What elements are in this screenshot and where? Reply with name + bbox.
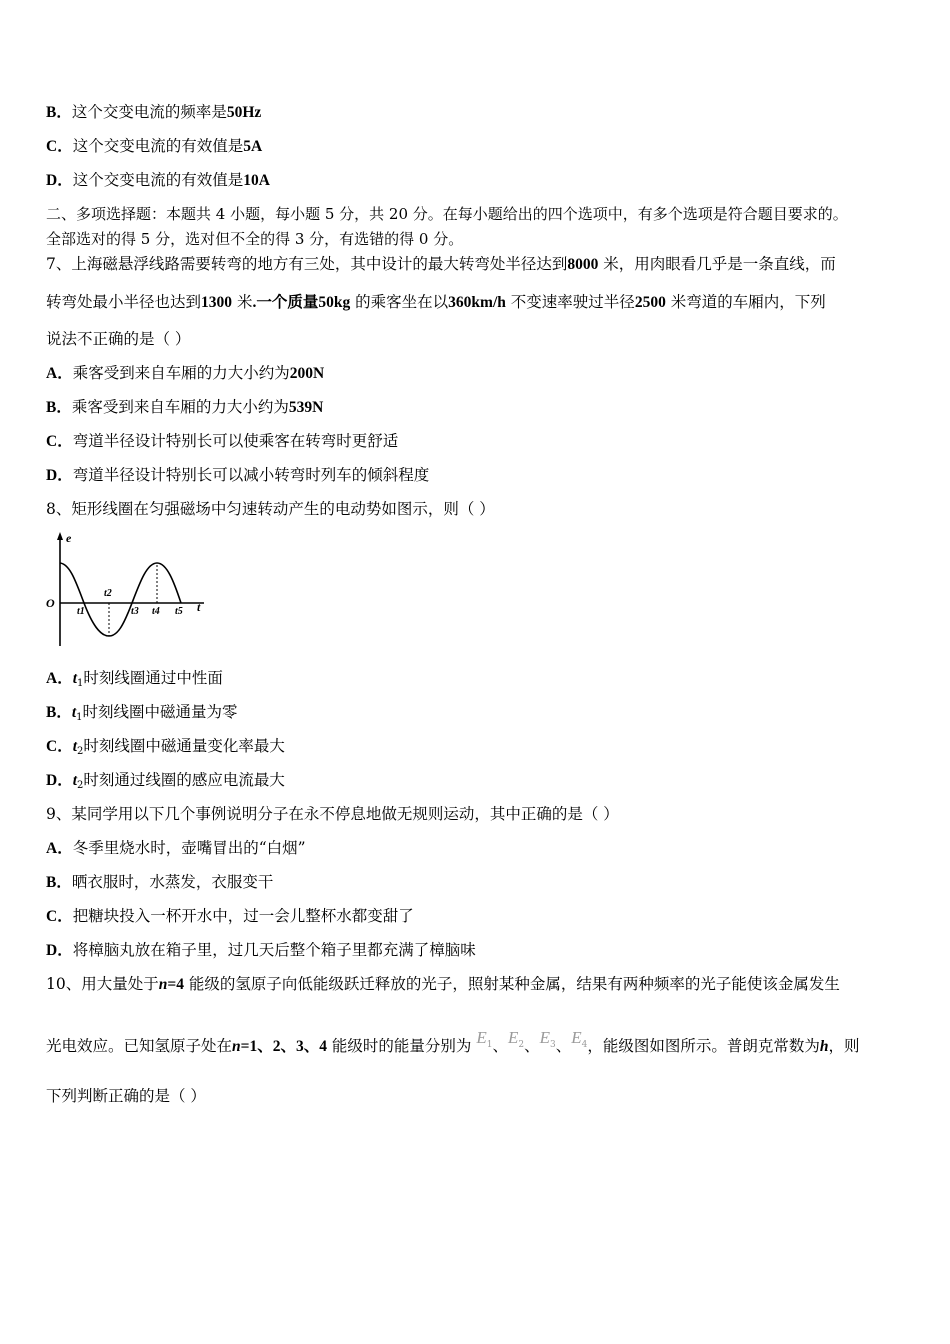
q7-stem-line3: 说法不正确的是（ ）: [46, 330, 191, 348]
q10-stem-line3: 下列判断正确的是（ ）: [46, 1087, 206, 1105]
y-axis-label: e: [66, 531, 72, 545]
emf-curve: [60, 563, 181, 636]
q6-option-b: B．这个交变电流的频率是50Hz: [46, 103, 262, 121]
tick-t4: t4: [152, 606, 160, 617]
q7-stem-line2: 转弯处最小半径也达到1300 米.一个质量50kg 的乘客坐在以360km/h 不变速率驶过半径2500 米弯道的车厢内，下列: [46, 293, 826, 311]
q10-stem-line2: 光电效应。已知氢原子处在n=1、2、3、4 能级时的能量分别为 $E_1$、$E_2$、$E_3$、$E_4$，能级图如图所示。普朗克常数为h，则: [46, 1028, 860, 1055]
q8-stem: 8、矩形线圈在匀强磁场中匀速转动产生的电动势如图示，则（ ）: [46, 500, 495, 518]
tick-t5: t5: [175, 606, 183, 617]
q9-option-c: C．把糖块投入一杯开水中，过一会儿整杯水都变甜了: [46, 907, 414, 925]
q7-option-b: B．乘客受到来自车厢的力大小约为539N: [46, 398, 324, 416]
q10-stem-line1: 10、用大量处于n=4 能级的氢原子向低能级跃迁释放的光子，照射某种金属，结果有两种频率的光子能使该金属发生: [46, 975, 840, 993]
q8-option-d: D．$t_2$时刻通过线圈的感应电流最大: [46, 771, 285, 791]
q8-option-a: A．$t_1$时刻线圈通过中性面: [46, 669, 223, 689]
q6-option-c: C．这个交变电流的有效值是5A: [46, 137, 263, 155]
q9-option-b: B．晒衣服时，水蒸发，衣服变干: [46, 873, 274, 891]
q7-option-d: D．弯道半径设计特别长可以减小转弯时列车的倾斜程度: [46, 466, 430, 484]
q7-stem-line1: 7、上海磁悬浮线路需要转弯的地方有三处，其中设计的最大转弯处半径达到8000 米，用肉眼看几乎是一条直线，而: [46, 255, 836, 273]
x-axis-label: t: [197, 600, 201, 614]
origin-label: O: [46, 596, 55, 610]
section-heading-line2: 全部选对的得 5 分，选对但不全的得 3 分，有选错的得 0 分。: [46, 230, 464, 248]
tick-t1: t1: [77, 606, 85, 617]
q9-option-d: D．将樟脑丸放在箱子里，过几天后整个箱子里都充满了樟脑味: [46, 941, 476, 959]
tick-t3: t3: [131, 606, 139, 617]
section-heading-line1: 二、多项选择题：本题共 4 小题，每小题 5 分，共 20 分。在每小题给出的四个选项中，有多个选项是符合题目要求的。: [46, 205, 848, 223]
q7-option-c: C．弯道半径设计特别长可以使乘客在转弯时更舒适: [46, 432, 399, 450]
q7-option-a: A．乘客受到来自车厢的力大小约为200N: [46, 364, 325, 382]
q8-option-c: C．$t_2$时刻线圈中磁通量变化率最大: [46, 737, 285, 757]
energy-symbols: $E_1$: [476, 1028, 493, 1050]
emf-time-graph: [44, 530, 214, 648]
y-axis-arrow: [57, 532, 63, 540]
q9-option-a: A．冬季里烧水时，壶嘴冒出的“白烟”: [46, 839, 306, 857]
tick-t2: t2: [104, 588, 112, 599]
q6-option-d: D．这个交变电流的有效值是10A: [46, 171, 270, 189]
q9-stem: 9、某同学用以下几个事例说明分子在永不停息地做无规则运动，其中正确的是（ ）: [46, 805, 619, 823]
q8-option-b: B．$t_1$时刻线圈中磁通量为零: [46, 703, 238, 723]
